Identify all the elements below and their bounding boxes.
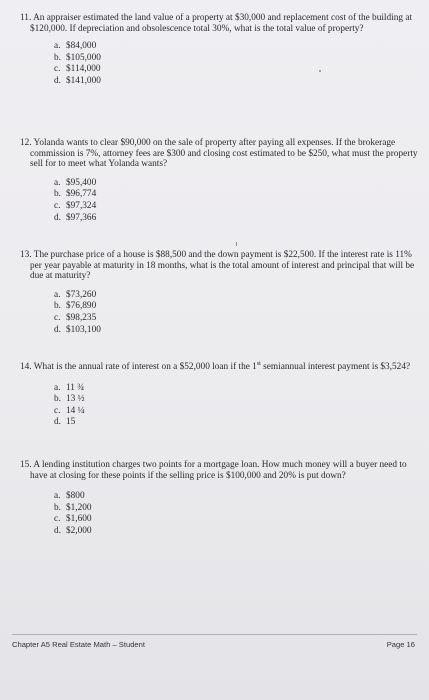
question-13-stem: 13. The purchase price of a house is $88,500 and the down payment is $22,500. If the interest rate is 11% per year payable at maturity in 18 months, what is the total amount of interest and principal that will be due at maturity? xyxy=(20,250,415,282)
footer-chapter-title: Chapter A5 Real Estate Math – Student xyxy=(12,640,145,649)
option-b: b. $76,890 xyxy=(54,301,97,312)
question-14-options xyxy=(20,383,420,429)
question-15-stem: 15. A lending institution charges two points for a mortgage loan. How much money will a buyer need to have at closing for these points if the selling price is $100,000 and 20% is put down? xyxy=(20,460,407,481)
question-15 xyxy=(20,460,420,538)
option-c: c. $114,000 xyxy=(54,64,101,75)
option-b: b. $105,000 xyxy=(54,52,101,63)
option-b: b. $96,774 xyxy=(54,189,97,200)
option-b: b. $1,200 xyxy=(54,502,92,513)
option-d: d. $2,000 xyxy=(54,525,92,536)
question-15-options xyxy=(20,491,420,537)
option-c: c. $1,600 xyxy=(54,514,92,525)
question-11-stem: 11. An appraiser estimated the land value of a property at $30,000 and replacement cost of the building at $120,000. If depreciation and obsolescence total 30%, what is the total value of property? xyxy=(20,13,413,34)
option-a: a. $95,400 xyxy=(54,177,97,188)
question-11 xyxy=(20,13,420,88)
option-c: c. $98,235 xyxy=(54,312,97,323)
stray-mark xyxy=(319,70,321,72)
question-13-options xyxy=(20,290,420,336)
question-14 xyxy=(20,362,420,429)
question-12 xyxy=(20,138,420,224)
stray-mark xyxy=(236,242,237,246)
option-d: d. $141,000 xyxy=(54,75,101,86)
option-a: a. $800 xyxy=(54,491,85,502)
option-a: a. 11 ¾ xyxy=(54,382,85,393)
option-c: c. $97,324 xyxy=(54,200,97,211)
question-14-stem: 14. What is the annual rate of interest on a $52,000 loan if the 1st semiannual interest payment is $3,524? xyxy=(20,360,411,372)
question-12-options xyxy=(20,178,420,224)
option-b: b. 13 ½ xyxy=(54,394,85,405)
option-c: c. 14 ¼ xyxy=(54,405,85,416)
option-a: a. $73,260 xyxy=(54,289,97,300)
option-d: d. 15 xyxy=(54,417,76,428)
question-11-options xyxy=(20,41,420,87)
footer-page-number: Page 16 xyxy=(386,640,415,649)
question-12-stem: 12. Yolanda wants to clear $90,000 on the sale of property after paying all expenses. If the brokerage commission is 7%, attorney fees are $300 and closing cost estimated to be $250, what must the property sell for to meet what Yolanda wants? xyxy=(20,138,418,170)
question-13 xyxy=(20,250,420,336)
option-d: d. $103,100 xyxy=(54,324,101,335)
option-a: a. $84,000 xyxy=(54,41,97,52)
page-footer xyxy=(12,634,417,649)
option-d: d. $97,366 xyxy=(54,212,97,223)
